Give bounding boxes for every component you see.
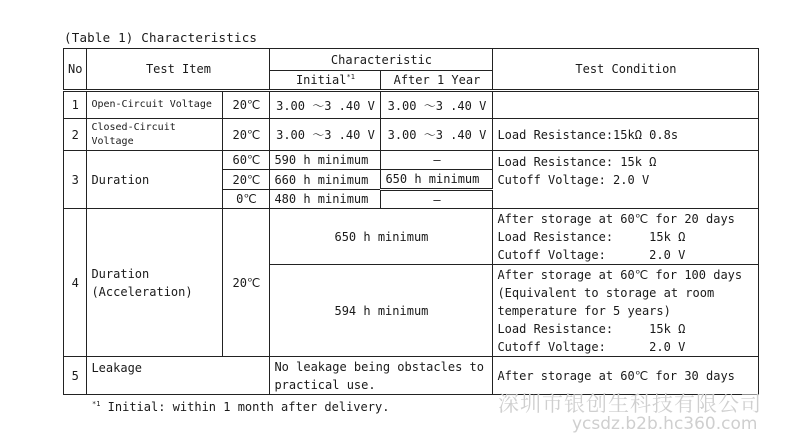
row3-condition [493,151,759,209]
header-characteristic: Characteristic [270,49,493,71]
row1-initial: 3.00 ～3 .40 V [270,91,381,119]
watermark-url: ycsdz.b2b.hc360.com [572,414,758,434]
row4-condition-line: Load Resistance: 15k Ω [497,229,686,244]
row4-temp: 20℃ [223,209,270,357]
row4-condition-line: temperature for 5 years) [497,303,671,318]
row3-initial-0: 480 h minimum [270,190,381,209]
row3-initial-60: 590 h minimum [270,151,381,170]
row2-condition: Load Resistance:15kΩ 0.8s [493,119,759,151]
footnote-mark: *1 [92,400,101,408]
row3-no: 3 [64,151,87,209]
row2-temp: 20℃ [223,119,270,151]
row5-value [270,357,493,395]
row3-item: Duration [87,151,223,209]
table-row [64,91,759,119]
row4-condition-b [493,265,759,357]
header-test-condition: Test Condition [493,49,759,91]
table-row [64,151,759,170]
header-initial-mark: *1 [346,73,355,81]
row3-initial-20: 660 h minimum [270,170,381,190]
row5-no: 5 [64,357,87,395]
row1-item: Open-Circuit Voltage [87,91,223,119]
row4-value-b: 594 h minimum [270,265,493,357]
table-row [64,119,759,151]
row5-item: Leakage [87,357,270,395]
row1-temp: 20℃ [223,91,270,119]
row4-item [87,209,223,357]
table-caption: (Table 1) Characteristics [64,30,258,45]
row4-no: 4 [64,209,87,357]
footnote [92,400,389,414]
row2-initial: 3.00 ～3 .40 V [270,119,381,151]
footnote-text: Initial: within 1 month after delivery. [100,400,390,414]
row2-no: 2 [64,119,87,151]
row3-temp-0: 0℃ [223,190,270,209]
header-initial [270,71,381,91]
row2-after: 3.00 ～3 .40 V [381,119,493,151]
row5-condition: After storage at 60℃ for 30 days [493,357,759,395]
row4-condition-line: After storage at 60℃ for 100 days [497,267,743,282]
row4-condition-line: Cutoff Voltage: 2.0 V [497,339,686,354]
header-no: No [64,49,87,91]
row4-condition-line: After storage at 60℃ for 20 days [497,211,735,226]
row3-temp-60: 60℃ [223,151,270,170]
header-initial-label: Initial [295,73,347,87]
row4-condition-line: Load Resistance: 15k Ω [497,321,686,336]
watermark-company: 深圳市银创生科技有限公司 [498,392,762,416]
row1-after: 3.00 ～3 .40 V [381,91,493,119]
header-test-item: Test Item [87,49,270,91]
row5-value-line: No leakage being obstacles to [274,360,484,374]
row2-item: Closed-Circuit Voltage [87,119,223,151]
table-row [64,209,759,265]
row1-condition [493,91,759,119]
row5-value-line: practical use. [274,378,376,392]
row1-no: 1 [64,91,87,119]
row3-after-0: — [381,190,493,209]
row3-after-20: 650 h minimum [381,170,493,190]
row4-item-line: Duration [91,266,150,281]
row4-condition-a [493,209,759,265]
row3-condition-line: Load Resistance: 15k Ω [497,155,657,169]
header-after-year: After 1 Year [381,71,493,91]
row3-condition-line: Cutoff Voltage: 2.0 V [497,173,650,187]
row4-condition-line: (Equivalent to storage at room [497,285,715,300]
row3-temp-20: 20℃ [223,170,270,190]
row4-condition-line: Cutoff Voltage: 2.0 V [497,247,686,262]
row4-value-a: 650 h minimum [270,209,493,265]
row4-item-line: (Acceleration) [91,284,193,299]
row3-after-60: — [381,151,493,170]
characteristics-table [63,48,759,395]
